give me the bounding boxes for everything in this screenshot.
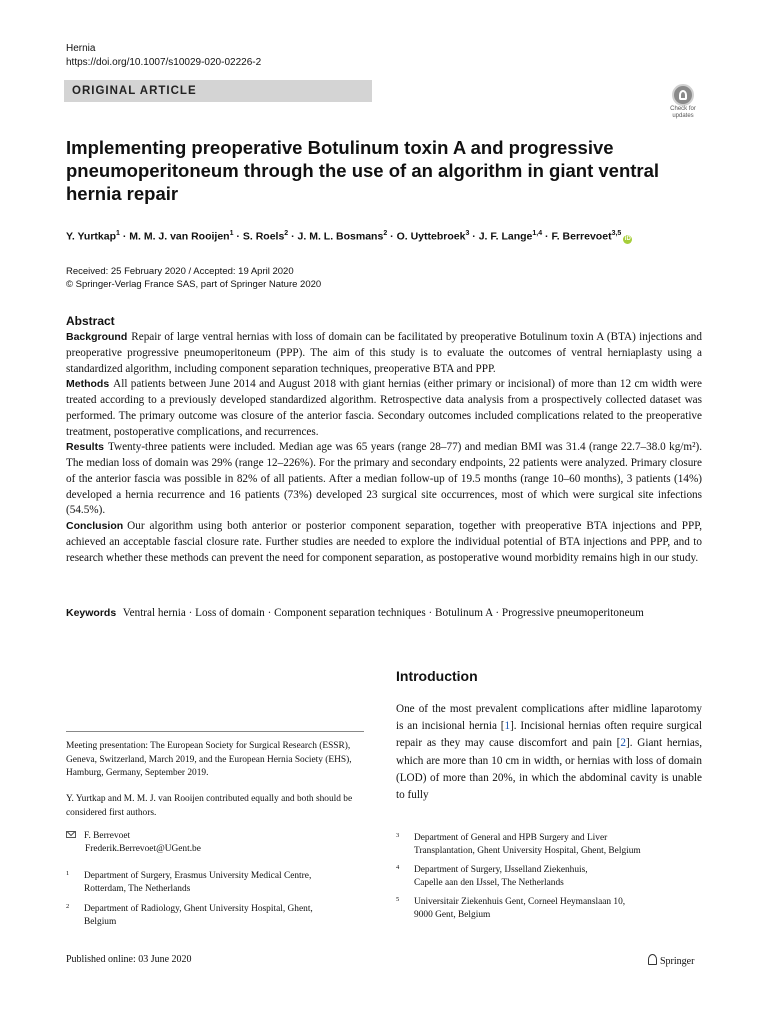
abstract-section-text: Repair of large ventral hernias with loss of domain can be facilitated by preoperative Botulinum toxin A (BTA) injections and preoperative progressive pneumoperitoneum (PPP). The aim of this study is to evaluate the outcomes of ventral herniaplasty using a standardized algorithm, including component separation techniques, preoperative BTA and PPP.	[66, 331, 702, 375]
corresponding-author-email[interactable]: Frederik.Berrevoet@UGent.be	[85, 844, 201, 854]
abstract-section	[66, 377, 702, 440]
author-affiliation-ref: 1	[116, 230, 120, 237]
author-affiliation-ref: 2	[284, 230, 289, 237]
abstract-section-text: Our algorithm using both anterior or posterior component separation, together with preoperative BTA injections and PPP, achieved an acceptable fascial closure rate. Further studies are needed to explore the individual potential of BTA injections and PPP, and to research whether these methods can prevent the need for component separation, as postoperative wound morbidity remains high in our study.	[66, 520, 702, 564]
article-title: Implementing preoperative Botulinum toxin A and progressive pneumoperitoneum through the use of an algorithm in giant ventral hernia repair	[66, 137, 660, 204]
introduction-text-part: ]. Giant hernias, which are more than 10 cm in width, or hernias with loss of domain (LOD) of more than 20%, in which the abdominal cavity is unable to fully	[396, 737, 702, 802]
publisher-name: Springer	[660, 956, 695, 967]
affiliation-number: 1	[66, 870, 70, 877]
introduction-text	[396, 701, 702, 804]
affiliation-line: Transplantation, Ghent University Hospital, Ghent, Belgium	[414, 846, 641, 856]
introduction-heading: Introduction	[396, 668, 478, 684]
check-for-updates-badge[interactable]	[665, 84, 701, 124]
copyright-notice: © Springer-Verlag France SAS, part of Springer Nature 2020	[66, 279, 322, 290]
author-name[interactable]: O. Uyttebroek	[396, 230, 466, 243]
abstract-section-label: Conclusion	[66, 520, 124, 532]
affiliation-line: Department of Radiology, Ghent University Hospital, Ghent,	[84, 904, 313, 914]
author-affiliation-ref: 3	[465, 230, 470, 237]
abstract-heading: Abstract	[66, 314, 115, 328]
affiliation-number: 2	[66, 903, 70, 910]
meeting-presentation-note: Meeting presentation: The European Society for Surgical Research (ESSR), Geneva, Switzerland, March 2019, and the European Hernia Society (EHS), Hamburg, Germany, September 2019.	[66, 741, 352, 778]
author-name[interactable]: Y. Yurtkap	[66, 230, 116, 243]
keywords	[66, 605, 686, 621]
affiliation-line: Universitair Ziekenhuis Gent, Corneel Heymanslaan 10,	[414, 897, 626, 907]
affiliation-line: Department of General and HPB Surgery and Liver	[414, 833, 608, 843]
affiliation-line: Department of Surgery, Erasmus University Medical Centre,	[84, 871, 312, 881]
affiliation-line: Capelle aan den IJssel, The Netherlands	[414, 878, 564, 888]
envelope-icon	[66, 831, 76, 838]
doi-link[interactable]: https://doi.org/10.1007/s10029-020-02226-2	[66, 57, 262, 68]
received-dates: Received: 25 February 2020 / Accepted: 19 April 2020	[66, 266, 294, 277]
affiliation-number: 4	[396, 864, 400, 871]
citation-link[interactable]: 1	[504, 720, 511, 733]
abstract-section	[66, 440, 702, 519]
corresponding-author-name: F. Berrevoet	[84, 831, 131, 841]
corresponding-author	[66, 830, 366, 856]
author-name[interactable]: J. M. L. Bosmans	[297, 230, 384, 243]
author-name[interactable]: M. M. J. van Rooijen	[129, 230, 230, 243]
author-list: Y. Yurtkap$^1$ · M. M. J. van Rooijen$^1$ · S. Roels$^2$ · J. M. L. Bosmans$^2$ · O. Uyttebroek$^3$ · J. F. Lange$^{1,4}$ · F. Berrevoet$^{3,5}$iD	[66, 230, 631, 243]
author-affiliation-ref: 2	[383, 230, 388, 237]
publisher-logo	[648, 954, 694, 967]
affiliation-number: 5	[396, 896, 400, 903]
author-name[interactable]: J. F. Lange	[478, 230, 533, 243]
affiliation-text	[414, 896, 625, 922]
journal-name: Hernia	[66, 43, 96, 54]
introduction-text-part: One of the most prevalent complications after midline laparotomy is an incisional hernia [	[396, 703, 702, 733]
affiliation	[66, 903, 366, 931]
affiliation-text	[84, 870, 311, 896]
author-affiliation-ref: 1,4	[532, 230, 543, 237]
abstract-section-label: Background	[66, 331, 128, 343]
keywords-label: Keywords	[66, 607, 117, 619]
author-affiliation-ref: 1	[229, 230, 234, 237]
affiliation-text	[414, 832, 641, 858]
springer-horse-icon	[648, 954, 657, 965]
footnote-divider	[66, 731, 364, 732]
abstract-section-text: Twenty-three patients were included. Median age was 65 years (range 28–77) and median BMI was 31.4 (range 22.7–38.0 kg/m²). The median loss of domain was 29% (range 12–226%). For the primary and secondary endpoints, 22 patients were analyzed. Primary closure of the anterior fascia was possible in 82% of all patients. After a median follow-up of 19.5 months (range 10–60 months), 3 patients (14%) developed a hernia recurrence and 16 patients (73%) developed 23 surgical site occurrences, most of which were surgical site infections (54.5%).	[66, 441, 702, 517]
abstract-body	[66, 330, 702, 566]
bookmark-icon	[672, 84, 694, 106]
orcid-icon[interactable]: iD	[624, 235, 631, 242]
contribution-note: Y. Yurtkap and M. M. J. van Rooijen contributed equally and both should be considered first authors.	[66, 794, 353, 818]
author-name[interactable]: F. Berrevoet	[551, 230, 612, 243]
abstract-section	[66, 330, 702, 377]
affiliation-text	[414, 864, 588, 890]
affiliation-line: Rotterdam, The Netherlands	[84, 884, 191, 894]
affiliation	[396, 832, 706, 860]
citation-link[interactable]: 2	[620, 737, 626, 750]
affiliation-number: 3	[396, 832, 400, 839]
affiliation	[396, 864, 706, 892]
article-type-label: ORIGINAL ARTICLE	[72, 85, 197, 97]
published-date: Published online: 03 June 2020	[66, 954, 192, 965]
affiliation-line: Department of Surgery, IJsselland Ziekenhuis,	[414, 865, 588, 875]
abstract-section-label: Results	[66, 441, 104, 454]
affiliation	[396, 896, 706, 924]
affiliation-line: Belgium	[84, 917, 117, 927]
affiliation-line: 9000 Gent, Belgium	[414, 910, 491, 920]
abstract-section	[66, 519, 702, 566]
author-affiliation-ref: 3,5	[611, 230, 622, 237]
author-name[interactable]: S. Roels	[242, 230, 285, 243]
abstract-section-label: Methods	[66, 378, 110, 391]
affiliation	[66, 870, 366, 898]
introduction-text-part: ]. Incisional hernias often require surgical repair as they may cause discomfort and pain [	[396, 720, 702, 750]
affiliation-text	[84, 903, 313, 929]
article-type-banner	[64, 80, 372, 102]
abstract-section-text: All patients between June 2014 and August 2018 with giant hernias (either primary or incisional) of more than 12 cm width were treated according to a previously developed standardized algorithm. Retrospective data analysis from a prospectively collected dataset was performed. The primary outcome was closure of the anterior fascia. Secondary outcomes included complications related to the preoperative treatment, postoperative complications, and recurrences.	[66, 378, 702, 438]
check-for-updates-label: Check for updates	[670, 106, 696, 119]
keywords-text: Ventral hernia · Loss of domain · Component separation techniques · Botulinum A · Progressive pneumoperitoneum	[122, 607, 644, 619]
